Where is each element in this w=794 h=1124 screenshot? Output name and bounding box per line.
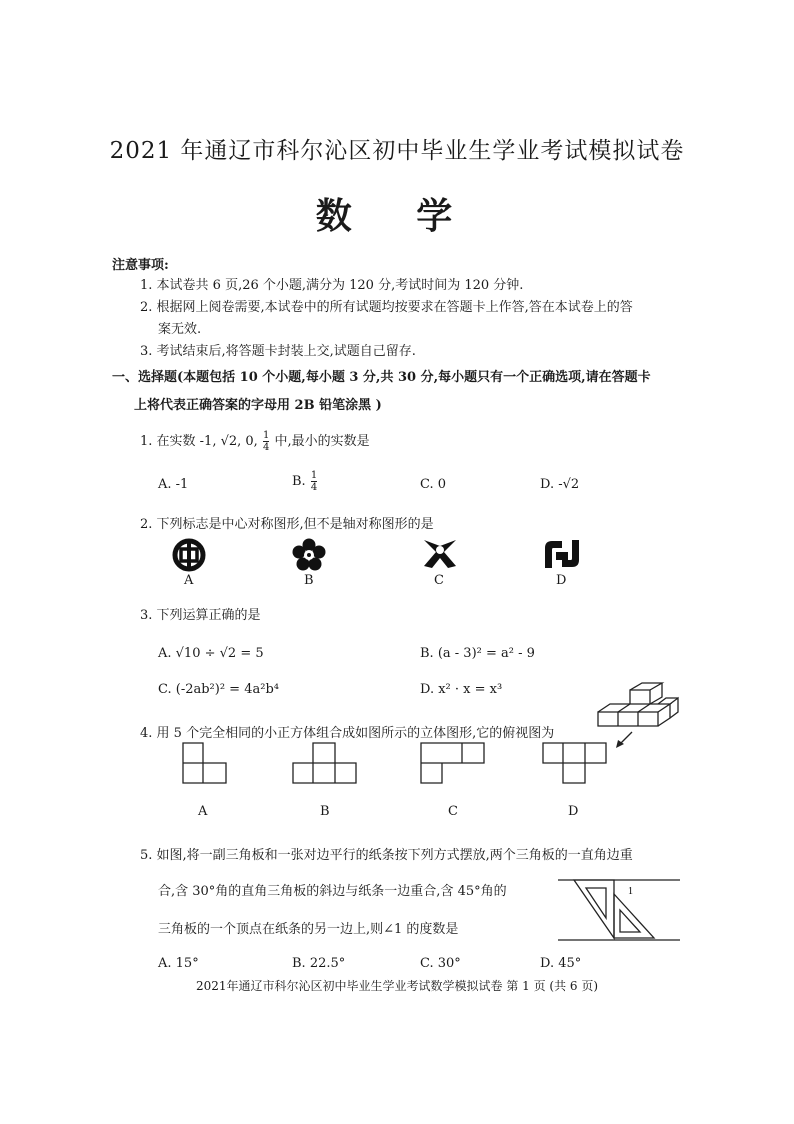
question-5-stem-cont: 合,含 30°角的直角三角板的斜边与纸条一边重合,含 45°角的 [158, 884, 507, 899]
q1-option-b [292, 470, 318, 493]
section-heading-cont: 上将代表正确答案的字母用 2B 铅笔涂黑 ) [134, 398, 382, 413]
section-heading: 一、选择题(本题包括 10 个小题,每小题 3 分,共 30 分,每小题只有一个正确选项,请在答题卡 [112, 370, 651, 385]
angle-1-label: 1 [628, 886, 633, 897]
q5-option-a: A. 15° [158, 956, 199, 971]
abstract-logo-icon [542, 538, 582, 570]
q4-figure-a [182, 742, 228, 784]
q1-b-num: 1 [310, 470, 318, 481]
flower-logo-icon [292, 538, 326, 572]
cube-stack-figure [594, 680, 688, 752]
q4-figure-d [542, 742, 608, 784]
q2-label-b: B [304, 573, 314, 588]
question-5-stem: 5. 如图,将一副三角板和一张对边平行的纸条按下列方式摆放,两个三角板的一直角边重 [140, 848, 633, 863]
question-5-stem-cont: 三角板的一个顶点在纸条的另一边上,则∠1 的度数是 [158, 922, 459, 937]
q4-label-c: C [448, 804, 458, 819]
q4-figure-b [292, 742, 358, 784]
note-item: 1. 本试卷共 6 页,26 个小题,满分为 120 分,考试时间为 120 分钟. [140, 278, 524, 293]
q4-label-a: A [198, 804, 208, 819]
q2-label-c: C [434, 573, 444, 588]
q1-option-d: D. -√2 [540, 477, 580, 492]
q5-option-c: C. 30° [420, 956, 461, 971]
q1-stem-a: 1. 在实数 -1, √2, 0, [140, 434, 258, 449]
q2-label-a: A [184, 573, 194, 588]
q1-fraction [263, 430, 269, 453]
question-3-stem: 3. 下列运算正确的是 [140, 608, 261, 623]
note-item: 案无效. [158, 322, 202, 337]
q1-option-b-prefix: B. [292, 474, 306, 489]
q4-label-d: D [568, 804, 579, 819]
exam-title: 2021 年通辽市科尔沁区初中毕业生学业考试模拟试卷 [109, 138, 685, 164]
q5-option-b: B. 22.5° [292, 956, 346, 971]
q3-option-d: D. x² · x = x³ [420, 682, 503, 697]
q1-frac-num: 1 [262, 430, 270, 441]
q1-option-a: A. -1 [158, 477, 189, 492]
question-4-stem: 4. 用 5 个完全相同的小正方体组合成如图所示的立体图形,它的俯视图为 [140, 726, 555, 741]
q3-option-b: B. (a - 3)² = a² - 9 [420, 646, 535, 661]
page-footer: 2021年通辽市科尔沁区初中毕业生学业考试数学模拟试卷 第 1 页 (共 6 页) [195, 979, 599, 993]
q4-figure-c [420, 742, 486, 784]
q1-b-den: 4 [310, 482, 318, 493]
q4-label-b: B [320, 804, 330, 819]
q1-stem-b: 中,最小的实数是 [274, 434, 370, 449]
q1-option-c: C. 0 [420, 477, 447, 492]
question-2-stem: 2. 下列标志是中心对称图形,但不是轴对称图形的是 [140, 517, 434, 532]
q3-option-c: C. (-2ab²)² = 4a²b⁴ [158, 682, 279, 697]
note-item: 2. 根据网上阅卷需要,本试卷中的所有试题均按要求在答题卡上作答,答在本试卷上的答 [140, 300, 633, 315]
triangle-ruler-figure [556, 874, 684, 944]
q3-option-a: A. √10 ÷ √2 = 5 [158, 646, 264, 661]
q2-label-d: D [556, 573, 567, 588]
notes-heading: 注意事项: [112, 258, 169, 273]
q1-frac-den: 4 [262, 442, 270, 453]
subject-title: 数 学 [315, 195, 479, 237]
question-1-stem [140, 430, 370, 453]
bank-logo-icon [172, 538, 206, 572]
note-item: 3. 考试结束后,将答题卡封装上交,试题自己留存. [140, 344, 416, 359]
hands-logo-icon [420, 536, 460, 572]
q1-option-b-fraction [311, 470, 317, 493]
q5-option-d: D. 45° [540, 956, 582, 971]
